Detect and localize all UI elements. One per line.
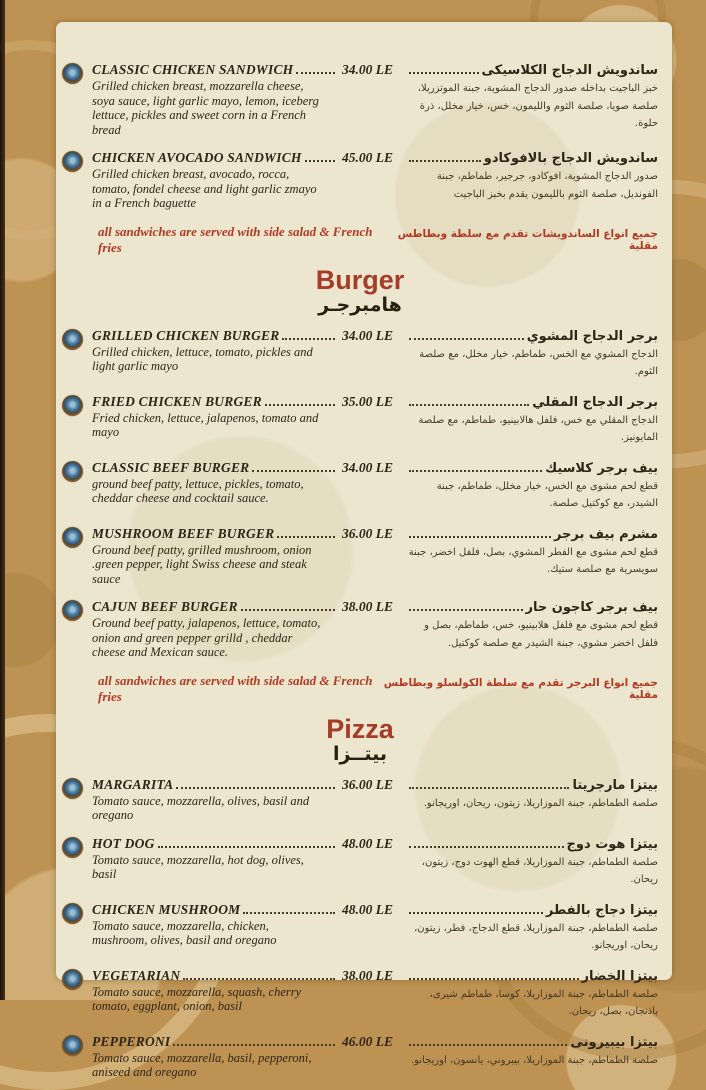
item-name-en: CAJUN BEEF BURGER: [92, 599, 238, 615]
item-arabic-title-line: [406, 328, 658, 344]
item-arabic-column: [406, 328, 658, 381]
item-desc-en: Ground beef patty, jalapenos, lettuce, tomato, onion and green pepper grilld , cheddar cheese and Mexican sauce.: [92, 616, 321, 660]
serving-note-ar: جميع انواع الساندويشات تقدم مع سلطة وبطاطس مقلية: [397, 227, 658, 252]
item-price: 48.00 LE: [342, 835, 394, 851]
item-name-ar: برجر الدجاج المقلي: [532, 394, 658, 410]
item-price: 38.00 LE: [342, 967, 394, 983]
item-name-ar: بيتزا مارجريتا: [572, 777, 658, 793]
brand-medallion-icon: [62, 778, 83, 799]
item-price: 46.00 LE: [342, 1033, 394, 1049]
item-english-text: [92, 968, 404, 1014]
item-desc-ar: صدور الدجاج المشوية، افوكادو، جرجير، طماطم، جبنة الفونديل، صلصة الثوم بالليمون يقدم بخبز الباجيت: [436, 171, 658, 200]
item-arabic-title-line: [406, 394, 658, 410]
item-name-ar: بيف برجر كاجون حار: [525, 600, 658, 616]
leader-dots: [173, 1034, 335, 1046]
item-desc-ar: صلصة الطماطم، جبنة الموزاريلا، كوسا، طماطم شيرى، باذنجان، بصل، ريحان.: [429, 988, 658, 1018]
serving-note-ar: جميع انواع البرجر تقدم مع سلطة الكولسلو وبطاطس مقلية: [383, 676, 658, 701]
menu-item: [62, 968, 658, 1021]
item-price: 35.00 LE: [342, 393, 394, 409]
item-desc-ar: الدجاج المشوي مع الخس، طماطم، خيار مخلل، مع صلصة الثوم.: [419, 348, 658, 378]
item-price: 36.00 LE: [342, 776, 394, 792]
item-arabic-column: [406, 599, 658, 660]
section-heading: [62, 715, 658, 767]
item-name-en: PEPPERONI: [92, 1033, 171, 1049]
item-english-column: [62, 460, 404, 513]
item-english-column: [62, 150, 404, 211]
leader-dots: [409, 968, 579, 980]
leader-dots: [409, 836, 564, 848]
item-desc-ar: صلصة الطماطم، جبنة الموزاريلا، بيبروني، يانسون، اوريجانو.: [410, 1054, 658, 1066]
menu-item: [62, 777, 658, 823]
brand-medallion-icon: [62, 329, 83, 350]
item-english-text: [92, 526, 404, 587]
brand-medallion-icon: [62, 903, 83, 924]
item-name-ar: مشرم بيف برجر: [553, 526, 658, 542]
section-heading-en: Pizza: [326, 713, 394, 744]
item-english-text: [92, 777, 404, 823]
item-arabic-title-line: [406, 777, 658, 793]
menu-item: [62, 460, 658, 513]
item-title-line: [92, 902, 404, 918]
item-arabic-column: [406, 777, 658, 823]
item-name-ar: بيتزا هوت دوج: [566, 836, 658, 852]
item-name-en: HOT DOG: [92, 835, 155, 851]
leader-dots: [243, 902, 335, 914]
menu-item: [62, 328, 658, 381]
item-arabic-column: [406, 902, 658, 955]
item-name-ar: بيتزا دجاج بالفطر: [545, 902, 658, 918]
item-arabic-column: [406, 526, 658, 587]
item-name-en: FRIED CHICKEN BURGER: [92, 393, 262, 409]
item-title-line: [92, 526, 404, 542]
item-name-en: VEGETARIAN: [92, 967, 181, 983]
item-arabic-title-line: [406, 62, 658, 78]
item-english-column: [62, 836, 404, 889]
item-desc-ar: قطع لحم مشوى مع الخس، خيار مخلل، طماطم، جبنة الشيدر، مع كوكتيل صلصة.: [436, 480, 658, 510]
leader-dots: [176, 777, 335, 789]
item-title-line: [92, 394, 404, 410]
leader-dots: [265, 394, 335, 406]
item-arabic-title-line: [406, 968, 658, 984]
leader-dots: [409, 526, 551, 538]
menu-item: [62, 526, 658, 587]
leader-dots: [409, 1034, 567, 1046]
item-name-en: CLASSIC CHICKEN SANDWICH: [92, 62, 294, 77]
item-english-text: [92, 460, 404, 506]
item-arabic-column: [406, 1034, 658, 1080]
leader-dots: [241, 599, 335, 611]
menu-panel: [56, 22, 672, 1080]
item-english-column: [62, 777, 404, 823]
item-title-line: [92, 599, 404, 615]
item-desc-en: Tomato sauce, mozzarella, hot dog, olives, basil: [92, 852, 304, 882]
item-title-line: [92, 968, 404, 984]
leader-dots: [409, 394, 529, 406]
serving-note-en: all sandwiches are served with side salad & French fries: [98, 223, 373, 255]
item-desc-ar: صلصة الطماطم، جبنة الموزاريلا، زيتون، ريحان، اوريجانو.: [423, 797, 658, 809]
item-english-text: [92, 394, 404, 440]
brand-medallion-icon: [62, 969, 83, 990]
item-desc-en: Tomato sauce, mozzarella, squash, cherry tomato, eggplant, onion, basil: [92, 984, 302, 1014]
item-arabic-title-line: [406, 599, 658, 615]
item-arabic-column: [406, 62, 658, 137]
item-arabic-title-line: [406, 836, 658, 852]
brand-medallion-icon: [62, 527, 83, 548]
item-arabic-column: [406, 968, 658, 1021]
item-name-ar: بيتزا الخضار: [581, 968, 658, 984]
leader-dots: [409, 777, 569, 789]
section-heading-ar: بيتــزا: [333, 742, 387, 765]
section-heading-ar: هامبرجـر: [318, 293, 402, 316]
item-arabic-title-line: [406, 1034, 658, 1050]
item-arabic-column: [406, 150, 658, 211]
item-name-en: GRILLED CHICKEN BURGER: [92, 327, 280, 343]
menu-item: [62, 902, 658, 955]
page-binding-edge: [0, 0, 5, 1000]
item-english-column: [62, 394, 404, 447]
menu-item: [62, 599, 658, 660]
item-name-ar: ساندويش الدجاج الكلاسيكى: [481, 63, 658, 78]
item-name-en: MARGARITA: [92, 776, 174, 792]
item-title-line: [92, 460, 404, 476]
menu-section: [62, 62, 658, 256]
item-desc-ar: خبز الباجيت بداخله صدور الدجاج المشوية، جبنة الموتزريلا، صلصة صويا، صلصة الثوم والليمون، خس، خيار مخلل، ذرة حلوة.: [417, 83, 658, 129]
item-arabic-title-line: [406, 460, 658, 476]
item-english-text: [92, 836, 404, 882]
leader-dots: [305, 150, 335, 162]
item-english-text: [92, 62, 404, 137]
menu-sections: [62, 62, 658, 1080]
brand-medallion-icon: [62, 63, 83, 84]
leader-dots: [409, 599, 523, 611]
item-english-column: [62, 599, 404, 660]
item-english-column: [62, 526, 404, 587]
item-desc-ar: صلصة الطماطم، جبنة الموزاريلا، قطع الهوت دوج، زيتون، ريحان.: [421, 856, 658, 886]
leader-dots: [409, 328, 524, 340]
item-english-text: [92, 150, 404, 211]
leader-dots: [409, 902, 543, 914]
item-arabic-title-line: [406, 902, 658, 918]
item-desc-ar: صلصة الطماطم، جبنة الموزاريلا، قطع الدجاج، فطر، زيتون، ريحان، اوريجانو.: [414, 922, 658, 952]
item-title-line: [92, 1034, 404, 1050]
serving-note-en: all sandwiches are served with side salad & French fries: [98, 672, 373, 704]
item-desc-ar: الدجاج المقلي مع خس، فلفل هالابينيو، طماطم، مع صلصة المايونيز.: [418, 414, 658, 444]
item-name-en: CHICKEN AVOCADO SANDWICH: [92, 150, 302, 165]
item-price: 36.00 LE: [342, 525, 394, 541]
item-desc-en: Grilled chicken breast, avocado, rocca, tomato, fondel cheese and light garlic zmayo in a French baguette: [92, 167, 317, 210]
item-english-text: [92, 1034, 404, 1080]
item-price: 34.00 LE: [342, 62, 394, 77]
item-desc-en: Tomato sauce, mozzarella, olives, basil and oregano: [92, 793, 310, 823]
leader-dots: [252, 460, 335, 472]
menu-item: [62, 394, 658, 447]
item-title-line: [92, 150, 404, 166]
leader-dots: [277, 526, 335, 538]
item-desc-en: Grilled chicken breast, mozzarella cheese, soya sauce, light garlic mayo, lemon, iceberg lettuce, pickles and sweet corn in a French bread: [92, 79, 319, 137]
item-desc-ar: قطع لحم مشوى مع فلفل هلابينيو، خس، طماطم، بصل و فلفل اخضر مشوي، جبنة الشيدر مع صلصة كوكتيل.: [424, 620, 658, 649]
item-price: 45.00 LE: [342, 150, 394, 165]
item-title-line: [92, 328, 404, 344]
item-price: 34.00 LE: [342, 459, 394, 475]
leader-dots: [158, 836, 335, 848]
menu-item: [62, 1034, 658, 1080]
item-english-column: [62, 328, 404, 381]
item-english-text: [92, 599, 404, 660]
serving-note: [62, 224, 658, 256]
item-desc-en: Tomato sauce, mozzarella, chicken, mushroom, olives, basil and oregano: [92, 918, 277, 948]
brand-medallion-icon: [62, 837, 83, 858]
item-name-en: CHICKEN MUSHROOM: [92, 901, 241, 917]
item-desc-ar: قطع لحم مشوى مع الفطر المشوي، بصل، فلفل اخضر، جبنة سويسرية مع صلصة ستيك.: [408, 546, 658, 576]
leader-dots: [183, 968, 335, 980]
item-name-ar: بيتزا بيبيرونى: [570, 1034, 658, 1050]
leader-dots: [409, 62, 479, 74]
section-heading: [62, 266, 658, 318]
serving-note: [62, 673, 658, 705]
item-arabic-title-line: [406, 526, 658, 542]
brand-medallion-icon: [62, 600, 83, 621]
item-price: 48.00 LE: [342, 901, 394, 917]
item-name-ar: برجر الدجاج المشوي: [526, 328, 658, 344]
item-name-ar: بيف برجر كلاسيك: [545, 460, 658, 476]
item-arabic-column: [406, 394, 658, 447]
item-desc-en: Grilled chicken, lettuce, tomato, pickles and light garlic mayo: [92, 344, 313, 374]
item-title-line: [92, 777, 404, 793]
brand-medallion-icon: [62, 395, 83, 416]
leader-dots: [296, 62, 335, 74]
item-arabic-column: [406, 836, 658, 889]
item-desc-en: Fried chicken, lettuce, jalapenos, tomato and mayo: [92, 410, 319, 440]
item-arabic-title-line: [406, 150, 658, 166]
item-desc-en: Tomato sauce, mozzarella, basil, pepperoni, aniseed and oregano: [92, 1050, 312, 1080]
item-english-column: [62, 902, 404, 955]
item-title-line: [92, 62, 404, 78]
item-name-en: CLASSIC BEEF BURGER: [92, 459, 250, 475]
brand-medallion-icon: [62, 151, 83, 172]
item-english-column: [62, 1034, 404, 1080]
leader-dots: [282, 328, 335, 340]
leader-dots: [409, 460, 542, 472]
item-desc-en: ground beef patty, lettuce, pickles, tomato, cheddar cheese and cocktail sauce.: [92, 476, 304, 506]
item-english-text: [92, 902, 404, 948]
menu-section: [62, 715, 658, 1080]
item-name-ar: ساندويش الدجاج بالافوكادو: [483, 151, 658, 166]
item-english-column: [62, 62, 404, 137]
item-name-en: MUSHROOM BEEF BURGER: [92, 525, 275, 541]
leader-dots: [409, 150, 481, 162]
item-desc-en: Ground beef patty, grilled mushroom, onion .green pepper, light Swiss cheese and steak sauce: [92, 542, 312, 586]
menu-section: [62, 266, 658, 705]
brand-medallion-icon: [62, 1035, 83, 1056]
item-price: 38.00 LE: [342, 599, 394, 615]
item-title-line: [92, 836, 404, 852]
item-arabic-column: [406, 460, 658, 513]
menu-item: [62, 836, 658, 889]
item-english-text: [92, 328, 404, 374]
menu-item: [62, 150, 658, 211]
menu-item: [62, 62, 658, 137]
brand-medallion-icon: [62, 461, 83, 482]
section-heading-en: Burger: [315, 264, 405, 295]
item-english-column: [62, 968, 404, 1021]
item-price: 34.00 LE: [342, 327, 394, 343]
